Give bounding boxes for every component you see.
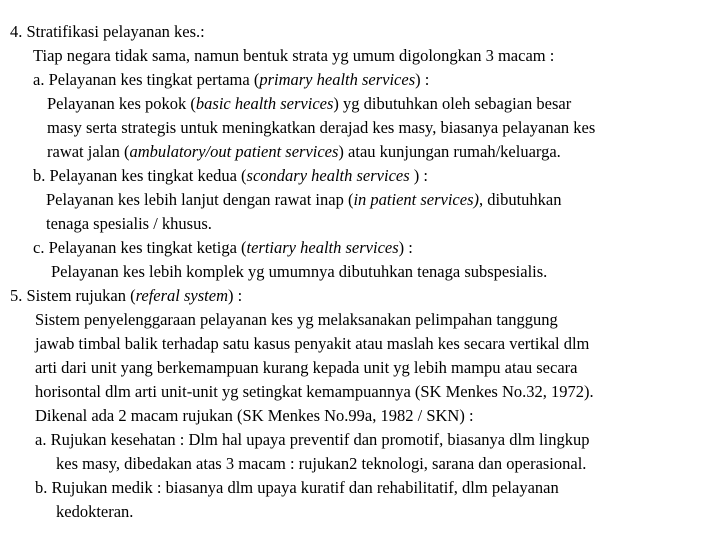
item-4a-text: Pelayanan kes pokok (basic health services) yg dibutuhkan oleh sebagian besar <box>47 94 572 113</box>
item-5-text: arti dari unit yang berkemampuan kurang kepada unit yg lebih mampu atau secara <box>35 358 578 377</box>
item-4a-text: rawat jalan (ambulatory/out patient services) atau kunjungan rumah/keluarga. <box>47 142 561 161</box>
item-5a-heading: a. Rujukan kesehatan : Dlm hal upaya preventif dan promotif, biasanya dlm lingkup <box>35 430 590 449</box>
item-5-heading: 5. Sistem rujukan (referal system) : <box>10 286 243 305</box>
item-5-text: jawab timbal balik terhadap satu kasus penyakit atau maslah kes secara vertikal dlm <box>35 334 590 353</box>
item-5-text: Sistem penyelenggaraan pelayanan kes yg melaksanakan pelimpahan tanggung <box>35 310 558 329</box>
item-4c-text: Pelayanan kes lebih komplek yg umumnya dibutuhkan tenaga subspesialis. <box>51 262 548 281</box>
item-4b-text: tenaga spesialis / khusus. <box>46 214 212 233</box>
item-4b-heading: b. Pelayanan kes tingkat kedua (scondary health services ) : <box>33 166 428 185</box>
item-5-text: Dikenal ada 2 macam rujukan (SK Menkes No.99a, 1982 / SKN) : <box>35 406 474 425</box>
item-4a-heading: a. Pelayanan kes tingkat pertama (primary health services) : <box>33 70 430 89</box>
item-5a-text: kes masy, dibedakan atas 3 macam : rujukan2 teknologi, sarana dan operasional. <box>56 454 587 473</box>
item-4a-text: masy serta strategis untuk meningkatkan derajad kes masy, biasanya pelayanan kes <box>47 118 596 137</box>
item-4-intro: Tiap negara tidak sama, namun bentuk strata yg umum digolongkan 3 macam : <box>33 46 555 65</box>
item-5b-heading: b. Rujukan medik : biasanya dlm upaya kuratif dan rehabilitatif, dlm pelayanan <box>35 478 559 497</box>
item-5b-text: kedokteran. <box>56 502 134 521</box>
item-4c-heading: c. Pelayanan kes tingkat ketiga (tertiary health services) : <box>33 238 413 257</box>
item-5-text: horisontal dlm arti unit-unit yg setingkat kemampuannya (SK Menkes No.32, 1972). <box>35 382 594 401</box>
item-4b-text: Pelayanan kes lebih lanjut dengan rawat inap (in patient services), dibutuhkan <box>46 190 562 209</box>
item-4-heading: 4. Stratifikasi pelayanan kes.: <box>10 22 205 41</box>
